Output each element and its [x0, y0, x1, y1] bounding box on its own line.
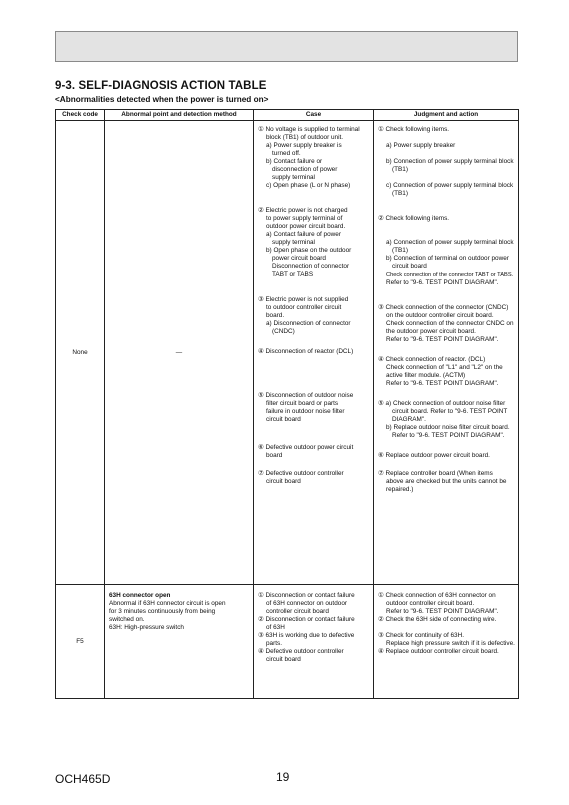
- table-row: [56, 121, 519, 585]
- header-abnormal-point: Abnormal point and detection method: [105, 110, 254, 121]
- section-title: 9-3. SELF-DIAGNOSIS ACTION TABLE: [55, 80, 267, 92]
- judgment-cell: ① Check connection of 63H connector on outdoor controller circuit board. Refer to "9-6. TEST POINT DIAGRAM". ② Check the 63H side of connecting wire. ③ Check for continuity of 63H. Replace high pressure switch if it is defective. ④ Replace outdoor controller circuit board.: [374, 585, 519, 699]
- abnormal-point-cell: —: [105, 121, 254, 585]
- footer-model-code: OCH465D: [55, 772, 111, 786]
- check-code-cell: F5: [56, 585, 105, 699]
- page-number: 19: [276, 770, 290, 784]
- abnormal-point-cell: 63H connector open Abnormal if 63H connector circuit is open for 3 minutes continuously from being switched on. 63H: High-pressure switch: [105, 585, 254, 699]
- table-header-row: [56, 110, 519, 121]
- self-diagnosis-table: [55, 109, 519, 699]
- case-cell: ① Disconnection or contact failure of 63H connector on outdoor controller circuit board ② Disconnection or contact failure of 63H ③ 63H is working due to defective parts. ④ Defective outdoor controller circuit board: [254, 585, 374, 699]
- header-case: Case: [254, 110, 374, 121]
- header-judgment: Judgment and action: [374, 110, 519, 121]
- check-code-cell: None: [56, 121, 105, 585]
- table-row: [56, 585, 519, 699]
- header-bar: [55, 31, 518, 62]
- header-check-code: Check code: [56, 110, 105, 121]
- section-subtitle: <Abnormalities detected when the power is turned on>: [55, 95, 269, 104]
- judgment-cell: ① Check following items. a) Power supply breaker b) Connection of power supply terminal block (TB1) c) Connection of power supply terminal block (TB1) ② Check following items. a) Connection of power supply terminal block (TB1) b) Connection of terminal on outdoor power circuit board Check connection of the connector TABT or TABS. Refer to "9-6. TEST POINT DIAGRAM". ③ Check connection of the connector (CNDC) on the outdoor controller circuit board. Check connection of the connector CNDC on the outdoor power circuit board. Refer to "9-6. TEST POINT DIAGRAM". ④ Check connection of reactor. (DCL) Check connection of "L1" and "L2" on the active filter module. (ACTM) Refer to "9-6. TEST POINT DIAGRAM". ⑤ a) Check connection of outdoor noise filter circuit board. Refer to "9-6. TEST POINT DIAGRAM". b) Replace outdoor noise filter circuit board. Refer to "9-6. TEST POINT DIAGRAM". ⑥ Replace outdoor power circuit board. ⑦ Replace controller board (When items above are checked but the units cannot be repaired.): [374, 121, 519, 585]
- case-cell: ① No voltage is supplied to terminal block (TB1) of outdoor unit. a) Power supply breaker is turned off. b) Contact failure or disconnection of power supply terminal c) Open phase (L or N phase) ② Electric power is not charged to power supply terminal of outdoor power circuit board. a) Contact failure of power supply terminal b) Open phase on the outdoor power circuit board Disconnection of connector TABT or TABS ③ Electric power is not supplied to outdoor controller circuit board. a) Disconnection of connector (CNDC) ④ Disconnection of reactor (DCL) ⑤ Disconnection of outdoor noise filter circuit board or parts failure in outdoor noise filter circuit board ⑥ Defective outdoor power circuit board ⑦ Defective outdoor controller circuit board: [254, 121, 374, 585]
